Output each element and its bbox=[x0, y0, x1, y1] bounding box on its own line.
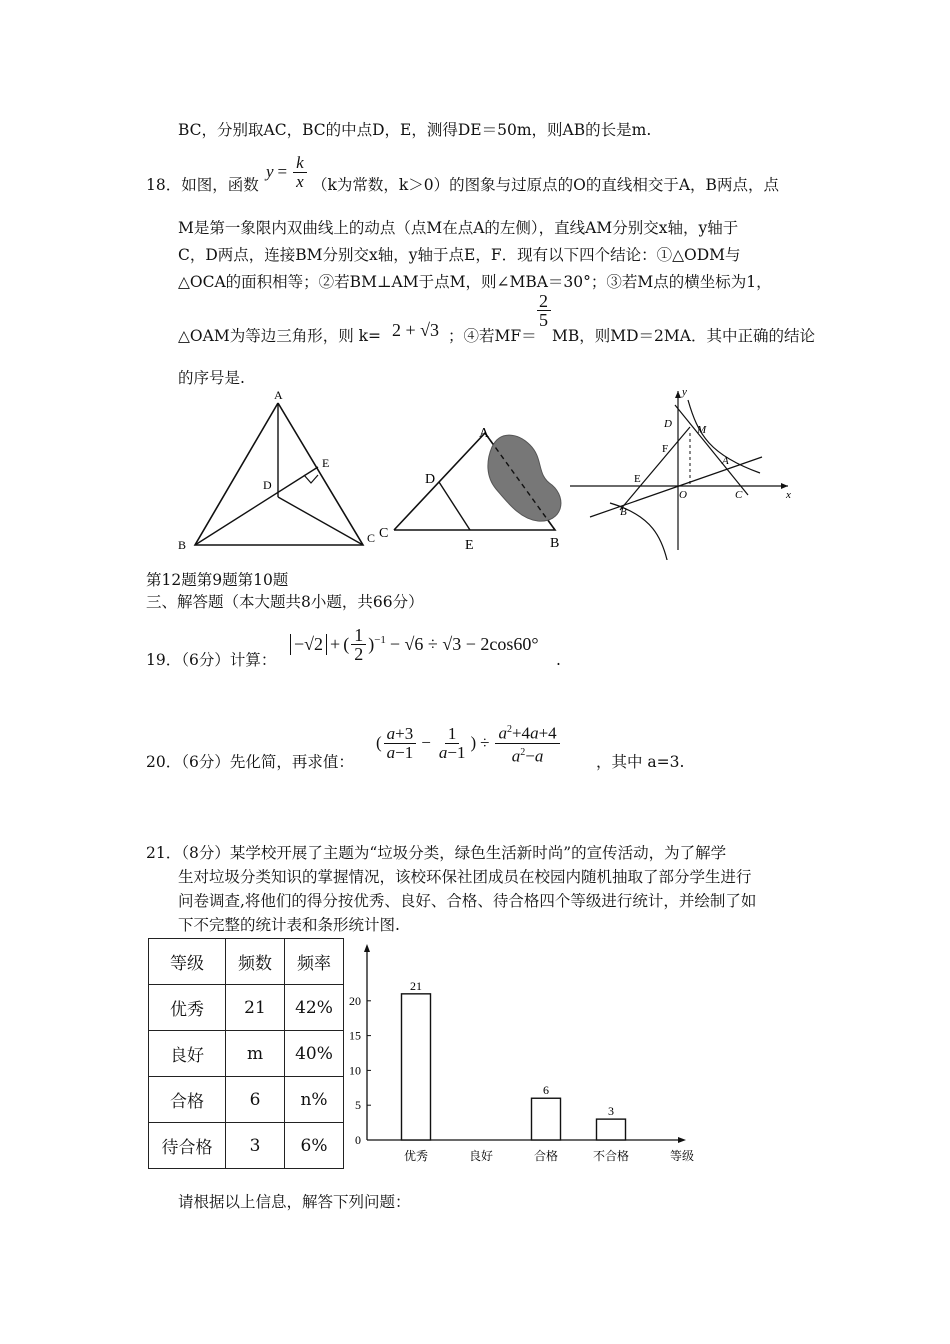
q18-function-formula bbox=[266, 142, 309, 202]
fig1-label-E: E bbox=[322, 456, 330, 470]
section-3-heading: 三、解答题（本大题共8小题，共66分） bbox=[146, 593, 424, 611]
table-row bbox=[149, 985, 344, 1031]
figure-10-hyperbola bbox=[570, 386, 791, 560]
q17-continuation: BC，分别取AC，BC的中点D，E，测得DE＝50m，则AB的长是m. bbox=[178, 121, 652, 139]
fig1-label-D: D bbox=[263, 478, 272, 492]
q21-line1: 21．（8分）某学校开展了主题为“垃圾分类，绿色生活新时尚”的宣传活动，为了解学 bbox=[146, 844, 727, 862]
x-category-label: 合格 bbox=[533, 1149, 559, 1163]
x-axis-arrow bbox=[678, 1137, 686, 1143]
x-category-label: 良好 bbox=[468, 1149, 494, 1163]
q18-number: 18．如图，函数 bbox=[146, 176, 259, 194]
fig3-label-F: F bbox=[662, 443, 669, 455]
y-axis-arrow bbox=[364, 944, 370, 952]
fig3-label-O: O bbox=[679, 489, 687, 501]
x-category-label: 优秀 bbox=[403, 1149, 429, 1163]
table-cell: 合格 bbox=[149, 1077, 226, 1123]
table-header-row bbox=[149, 939, 344, 985]
q20-expression: ( $\frac{a+3}{a-1}$ − $\frac{1}{a-1}$ ) ÷ $\frac{a^2+4a+4}{a^2-a}$ bbox=[376, 718, 562, 768]
q19-label: 19．（6分）计算： bbox=[146, 651, 277, 669]
formula-x: x bbox=[296, 171, 304, 191]
q18-line3: C，D两点，连接BM分别交x轴，y轴于点E，F．现有以下四个结论：①△ODM与 bbox=[178, 246, 741, 264]
table-cell: 优秀 bbox=[149, 985, 226, 1031]
q18-line6: 的序号是. bbox=[178, 369, 245, 387]
y-tick-label: 10 bbox=[349, 1063, 361, 1078]
q20-label: 20．（6分）先化简，再求值： bbox=[146, 753, 354, 771]
fig3-label-x: x bbox=[786, 489, 791, 501]
x-axis-label: 等级 bbox=[670, 1149, 695, 1163]
fig3-label-y: y bbox=[682, 386, 687, 398]
q21-line4: 下不完整的统计表和条形统计图. bbox=[178, 916, 400, 934]
figure-caption: 第12题第9题第10题 bbox=[146, 571, 289, 589]
bar-data-label: 3 bbox=[608, 1104, 614, 1119]
table-row bbox=[149, 1123, 344, 1169]
figure-9-pond bbox=[379, 426, 561, 553]
table-row bbox=[149, 1077, 344, 1123]
fig2-label-D: D bbox=[425, 472, 436, 487]
q19-expression: −√2 + ( $\frac{1}{2}$ )$^{-1}$ − √6 ÷ √3 − 2cos60° bbox=[290, 622, 543, 666]
bar-chart bbox=[340, 942, 710, 1172]
table-cell: 良好 bbox=[149, 1031, 226, 1077]
grade-table bbox=[148, 938, 344, 1169]
q18-line5c: MB，则MD＝2MA．其中正确的结论 bbox=[552, 327, 815, 345]
fig1-label-C: C bbox=[367, 531, 376, 545]
fig2-label-A: A bbox=[479, 426, 490, 441]
bar-data-label: 6 bbox=[543, 1083, 549, 1098]
table-row bbox=[149, 1031, 344, 1077]
formula-fraction bbox=[293, 154, 307, 191]
bar-data-label: 21 bbox=[410, 978, 422, 993]
y-tick-label: 15 bbox=[349, 1028, 361, 1043]
q18-line1: （k为常数，k＞0）的图象与过原点的O的直线相交于A，B两点，点 bbox=[312, 176, 779, 194]
q21-line3: 问卷调查,将他们的得分按优秀、良好、合格、待合格四个等级进行统计，并绘制了如 bbox=[178, 892, 757, 910]
formula-y: y bbox=[266, 162, 274, 181]
bar-3 bbox=[597, 1119, 626, 1140]
formula-eq: = bbox=[277, 162, 288, 181]
table-cell: 3 bbox=[226, 1123, 285, 1169]
y-tick-label: 5 bbox=[355, 1098, 361, 1113]
fig3-label-C: C bbox=[735, 489, 743, 501]
frac-num: 2 bbox=[539, 291, 548, 311]
fig3-label-B: B bbox=[620, 506, 627, 518]
table-header: 频率 bbox=[285, 939, 344, 985]
table-header: 频数 bbox=[226, 939, 285, 985]
pond-shape bbox=[488, 435, 561, 521]
table-cell: 待合格 bbox=[149, 1123, 226, 1169]
q21-line2: 生对垃圾分类知识的掌握情况，该校环保社团成员在校园内随机抽取了部分学生进行 bbox=[178, 868, 752, 886]
closing-text: 请根据以上信息，解答下列问题： bbox=[178, 1193, 411, 1211]
y-tick-label: 20 bbox=[349, 993, 361, 1008]
fig3-label-A: A bbox=[722, 455, 729, 467]
q18-k-value: 2 + √3 bbox=[392, 320, 440, 340]
figure-12-triangle bbox=[178, 388, 375, 552]
table-cell: n% bbox=[285, 1077, 344, 1123]
formula-k: k bbox=[293, 154, 307, 173]
q18-line5b: ；④若MF＝ bbox=[448, 327, 537, 345]
fig3-label-D: D bbox=[664, 418, 672, 430]
table-cell: 6% bbox=[285, 1123, 344, 1169]
table-cell: 42% bbox=[285, 985, 344, 1031]
fig3-label-M: M bbox=[697, 424, 707, 436]
q18-line5a: △OAM为等边三角形，则 k= bbox=[178, 327, 381, 345]
q20-tail: ，其中 a=3. bbox=[596, 753, 685, 771]
table-cell: m bbox=[226, 1031, 285, 1077]
table-header: 等级 bbox=[149, 939, 226, 985]
fig2-label-E: E bbox=[465, 538, 474, 553]
q18-line4: △OCA的面积相等；②若BM⊥AM于点M，则∠MBA＝30°；③若M点的横坐标为1， bbox=[178, 273, 772, 291]
fig2-label-B: B bbox=[550, 536, 560, 551]
fig3-label-E: E bbox=[634, 473, 641, 485]
q19-end: . bbox=[556, 651, 561, 669]
bar-0 bbox=[402, 994, 431, 1140]
table-cell: 6 bbox=[226, 1077, 285, 1123]
q18-line2: M是第一象限内双曲线上的动点（点M在点A的左侧），直线AM分别交x轴，y轴于 bbox=[178, 219, 739, 237]
frac-den: 5 bbox=[539, 310, 548, 330]
y-tick-label: 0 bbox=[355, 1133, 361, 1147]
x-category-label: 不合格 bbox=[592, 1149, 630, 1163]
bar-2 bbox=[532, 1098, 561, 1140]
table-cell: 21 bbox=[226, 985, 285, 1031]
q18-two-fifths bbox=[536, 292, 551, 329]
fig2-label-C: C bbox=[379, 526, 389, 541]
fig1-label-A: A bbox=[274, 388, 283, 402]
table-cell: 40% bbox=[285, 1031, 344, 1077]
figures bbox=[170, 385, 810, 560]
fig1-label-B: B bbox=[178, 538, 187, 552]
